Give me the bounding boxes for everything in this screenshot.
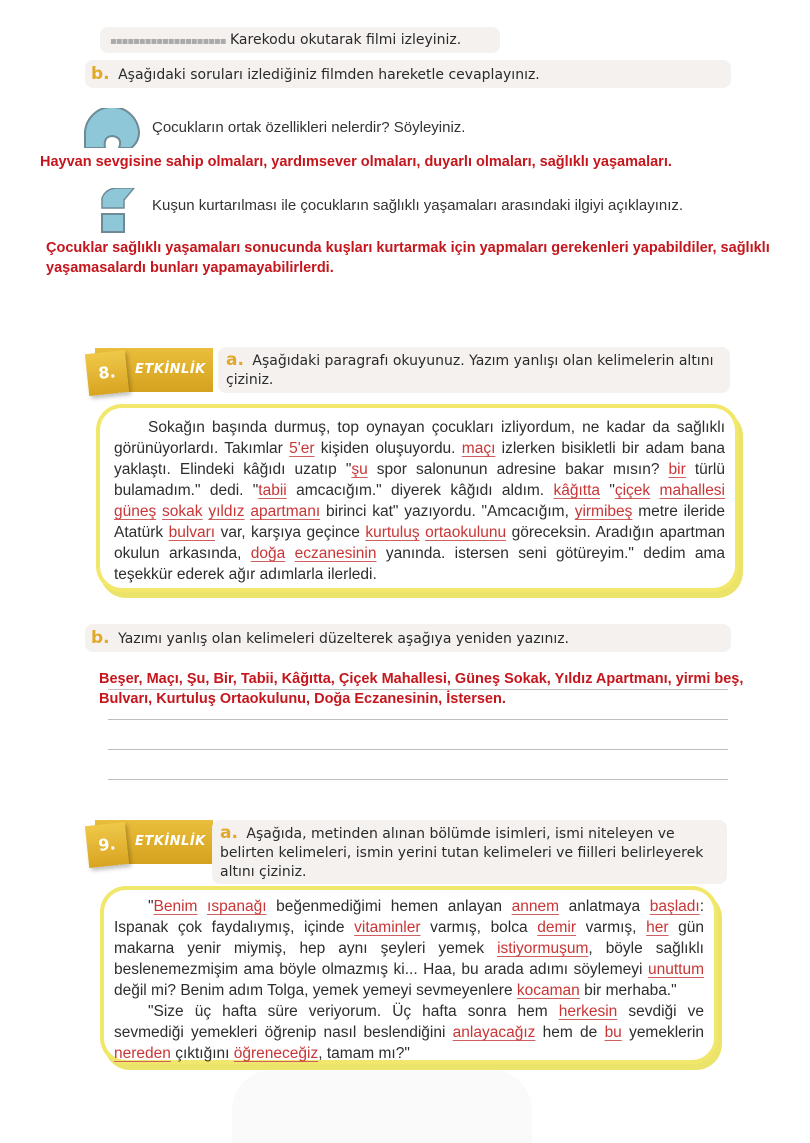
activity-8-label: ETKİNLİK: [135, 362, 206, 377]
underlined-word: güneş: [114, 503, 157, 520]
underlined-word: demir: [537, 919, 577, 936]
text-run: varmış, bolca: [420, 919, 538, 936]
underlined-word: vitaminler: [354, 919, 421, 936]
underlined-word: Benim: [153, 898, 198, 915]
text-run: "Size üç hafta süre veriyorum. Üç hafta sonra hem: [148, 1003, 559, 1020]
text-run: izlerken bisikletli bir adam bana yaklaştı. Elindeki kâğıdı uzatıp ": [114, 440, 725, 478]
underlined-word: kocaman: [516, 982, 580, 999]
underlined-word: maçı: [461, 440, 496, 457]
activity-8-instruction-a-text: Aşağıdaki paragrafı okuyunuz. Yazım yanlışı olan kelimelerin altını çiziniz.: [226, 353, 714, 388]
underlined-word: bu: [604, 1024, 622, 1041]
activity-9-paragraph-1: [104, 890, 714, 1001]
underlined-word: ıspanağı: [207, 898, 267, 915]
activity-8-instruction-b: [85, 624, 731, 652]
underlined-word: sokak: [162, 503, 203, 520]
qr-prompt-text: Karekodu okutarak filmi izleyiniz.: [230, 32, 462, 48]
underlined-word: mahallesi: [659, 482, 726, 499]
underlined-word: yıldız: [208, 503, 245, 520]
text-run: yemeklerin: [621, 1024, 705, 1041]
activity-8-paragraph: [100, 408, 735, 585]
activity-9-number: 9.: [85, 822, 129, 868]
text-run: spor salonunun adresine bakar mısın?: [367, 461, 669, 478]
underlined-word: herkesin: [558, 1003, 618, 1020]
text-run: var, karşıya geçince: [215, 524, 366, 541]
instruction-b-top: [85, 60, 731, 88]
text-run: amcacığım." diyerek kâğıdı aldım.: [286, 482, 554, 499]
letter-b-marker: b.: [91, 628, 110, 648]
question-mark-bottom-icon: [100, 188, 140, 234]
underlined-word: unuttum: [647, 961, 704, 978]
text-run: beğenmediğimi hemen anlayan: [266, 898, 512, 915]
underlined-word: başladı: [649, 898, 700, 915]
activity-8-paragraph-box: [100, 408, 735, 588]
underlined-word: eczanesinin: [294, 545, 377, 562]
text-run: anlatmaya: [559, 898, 650, 915]
answer-2-line2: yaşamasalardı bunları yapamayabilirlerdi.: [46, 260, 334, 276]
text-run: birinci kat" yazıyordu. "Amcacığım,: [320, 503, 575, 520]
letter-a-marker: a.: [220, 823, 238, 843]
text-run: gün makarna yenir miymiş, hep aynı şeyleri yemek: [114, 919, 705, 957]
underlined-word: ortaokulunu: [425, 524, 507, 541]
text-run: [197, 898, 207, 915]
text-run: çıktığını: [170, 1045, 234, 1062]
letter-a-marker: a.: [226, 350, 244, 370]
activity-9-paragraph-box: [104, 890, 714, 1060]
qr-prompt: [100, 27, 500, 53]
text-run: , tamam mı?": [318, 1045, 410, 1062]
underlined-word: doğa: [250, 545, 286, 562]
text-run: türlü bulamadım." dedi. ": [114, 461, 725, 499]
text-run: ": [148, 898, 154, 915]
underlined-word: anlayacağız: [452, 1024, 536, 1041]
underlined-word: kurtuluş: [365, 524, 420, 541]
writing-line-1[interactable]: [108, 689, 728, 690]
question-1-text: Çocukların ortak özellikleri nelerdir? Söyleyiniz.: [152, 119, 466, 136]
activity-8-badge: [95, 348, 213, 392]
underlined-word: apartmanı: [250, 503, 321, 520]
text-run: ": [600, 482, 615, 499]
instruction-b-text: Aşağıdaki soruları izlediğiniz filmden hareketle cevaplayınız.: [118, 67, 540, 83]
underlined-word: şu: [351, 461, 368, 478]
text-run: , böyle sağlıklı beslenemezmişim ama böyle olmazmış ki... Haa, bu arada adımı söylemeyi: [114, 940, 704, 978]
activity-9-paragraph-2: [104, 1001, 714, 1064]
activity-8-instruction-a: [218, 347, 730, 393]
text-run: kişiden oluşuyordu.: [314, 440, 462, 457]
activity-9-label: ETKİNLİK: [135, 834, 206, 849]
activity-9-badge: [95, 820, 213, 864]
text-run: [650, 482, 659, 499]
answer-2-line1: Çocuklar sağlıklı yaşamaları sonucunda kuşları kurtarmak için yapmaları gerekenleri yapabildiler, sağlıklı: [46, 240, 770, 256]
text-run: değil mi? Benim adım Tolga, yemek yemeyi sevmeyenlere: [114, 982, 517, 999]
text-run: hem de: [535, 1024, 605, 1041]
text-run: metre ileride Atatürk: [114, 503, 725, 541]
text-run: : Ispanak çok faydalıymış, içinde: [114, 898, 704, 936]
text-run: göreceksin. Aradığın apartman okulun arkasında,: [114, 524, 725, 562]
writing-line-3[interactable]: [108, 749, 728, 750]
text-run: [285, 545, 294, 562]
answer-1: Hayvan sevgisine sahip olmaları, yardımsever olmaları, duyarlı olmaları, sağlıklı yaşamaları.: [40, 154, 672, 170]
underlined-word: 5'er: [289, 440, 315, 457]
underlined-word: istiyormuşum: [497, 940, 589, 957]
underlined-word: çiçek: [614, 482, 651, 499]
text-run: varmış,: [576, 919, 647, 936]
page-footer-shape: [232, 1070, 532, 1143]
qr-placeholder: ▪▪▪▪▪▪▪▪▪▪▪▪▪▪▪▪▪▪▪▪: [110, 36, 226, 47]
underlined-word: bulvarı: [168, 524, 216, 541]
activity-8-answer-b: Beşer, Maçı, Şu, Bir, Tabii, Kâğıtta, Çiçek Mahallesi, Güneş Sokak, Yıldız Apartmanı, yirmi beş, Bulvarı, Kurtuluş Ortaokulunu, Doğa Eczanesinin, İstersen.: [99, 671, 744, 707]
question-2-text: Kuşun kurtarılması ile çocukların sağlıklı yaşamaları arasındaki ilgiyi açıklayınız.: [152, 197, 684, 214]
writing-line-2[interactable]: [108, 719, 728, 720]
underlined-word: annem: [511, 898, 560, 915]
text-run: yanında. istersen seni götüreyim." dedim ama teşekkür ederek ağır adımlarla ilerledi.: [114, 545, 725, 583]
underlined-word: yirmibeş: [574, 503, 633, 520]
activity-8-number: 8.: [85, 350, 129, 396]
text-run: sevdiği ve sevmediği yemekleri öğrenip nasıl beslendiğini: [114, 1003, 704, 1041]
activity-8-instruction-b-text: Yazımı yanlış olan kelimeleri düzelterek aşağıya yeniden yazınız.: [118, 631, 570, 647]
activity-9-instruction-a-text: Aşağıda, metinden alınan bölümde isimleri, ismi niteleyen ve belirten kelimeleri, ismin yerini tutan kelimeleri ve fiilleri belirleyerek altını çiziniz.: [220, 826, 704, 880]
underlined-word: öğreneceğiz: [233, 1045, 319, 1062]
underlined-word: her: [646, 919, 669, 936]
writing-line-4[interactable]: [108, 779, 728, 780]
underlined-word: nereden: [114, 1045, 171, 1062]
underlined-word: tabii: [258, 482, 287, 499]
activity-9-instruction-a: [212, 820, 727, 884]
question-mark-top-icon: [83, 108, 141, 148]
underlined-word: bir: [668, 461, 686, 478]
letter-b-marker: b.: [91, 64, 110, 84]
text-run: Sokağın başında durmuş, top oynayan çocukları izliyordum, ne kadar da sağlıklı görünüyorlardı. Takımlar: [114, 419, 725, 457]
text-run: bir merhaba.": [579, 982, 677, 999]
underlined-word: kâğıtta: [553, 482, 600, 499]
